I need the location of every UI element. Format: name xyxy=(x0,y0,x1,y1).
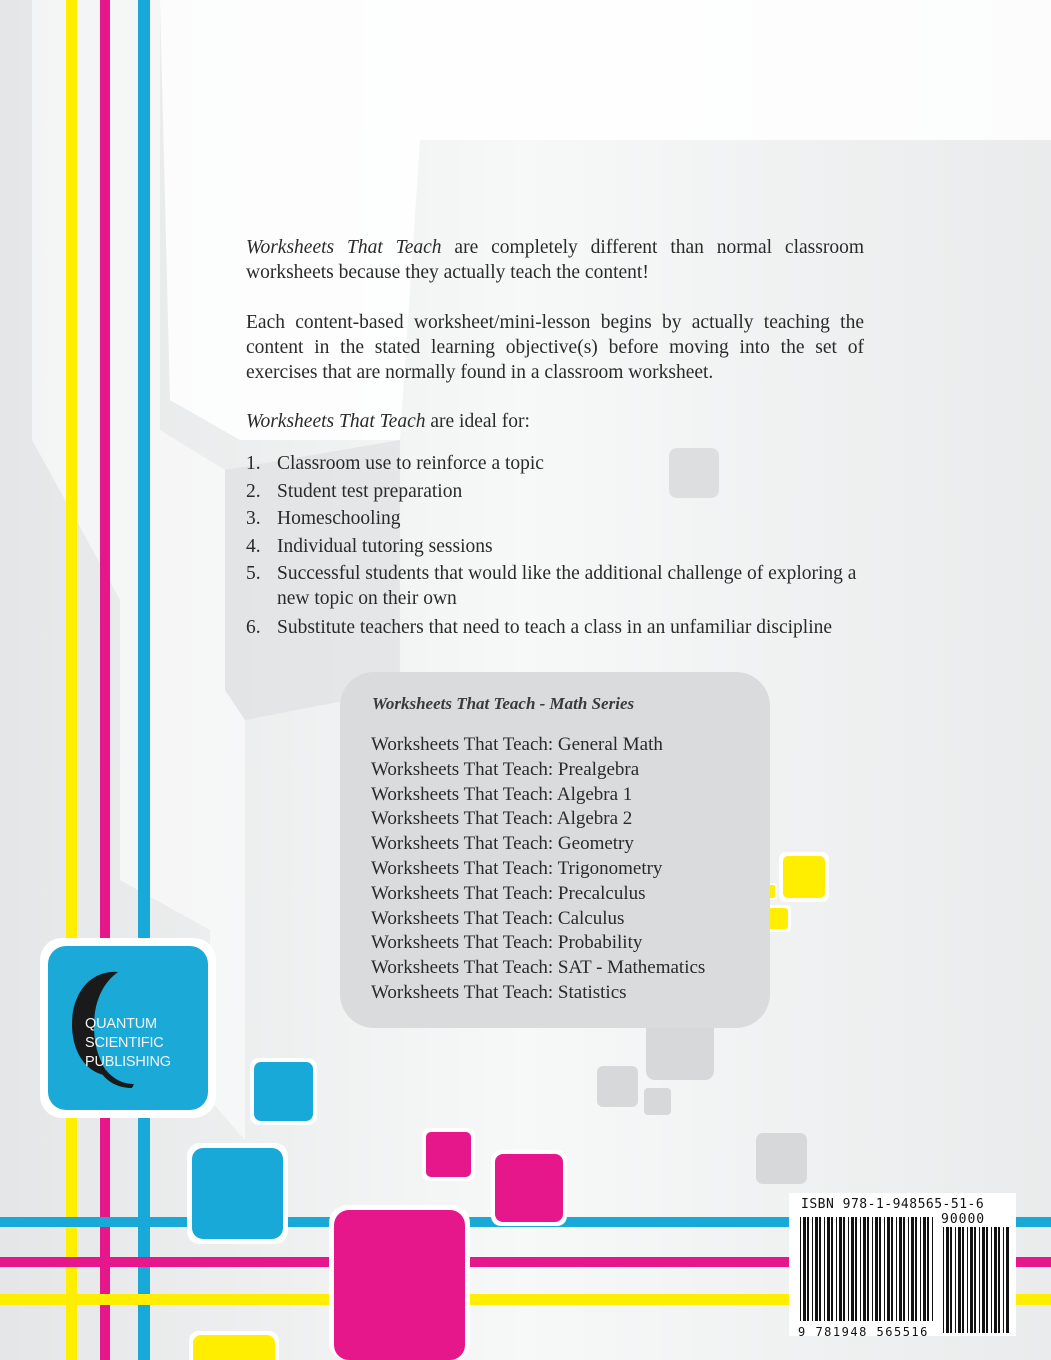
list-item-number: 3. xyxy=(246,508,261,529)
list-item-text: Student test preparation xyxy=(277,480,463,502)
barcode-bar xyxy=(867,1217,869,1321)
barcode-bar xyxy=(1006,1227,1009,1333)
barcode-bar xyxy=(958,1227,961,1333)
barcode-bar xyxy=(962,1227,964,1333)
barcode-bar xyxy=(903,1217,905,1321)
barcode-bar xyxy=(908,1217,909,1321)
barcode-bar xyxy=(974,1227,976,1333)
list-item xyxy=(246,614,886,642)
barcode-bar xyxy=(884,1217,885,1321)
barcode-bar xyxy=(911,1217,914,1321)
barcode-bar xyxy=(839,1217,842,1321)
publisher-name-line: QUANTUM xyxy=(85,1016,157,1032)
barcode-bar xyxy=(807,1217,809,1321)
barcode-bar xyxy=(819,1217,821,1321)
list-item-number: 1. xyxy=(246,453,261,474)
intro-paragraph-3-text: are ideal for: xyxy=(425,411,530,432)
list-item-number: 6. xyxy=(246,617,261,638)
series-item: Worksheets That Teach: Statistics xyxy=(371,981,627,1003)
list-item xyxy=(246,561,864,611)
barcode-bar xyxy=(950,1227,952,1333)
barcode-bar xyxy=(970,1227,973,1333)
barcode-bar xyxy=(863,1217,866,1321)
intro-paragraph-2: Each content-based worksheet/mini-lesson begins by actually teaching the content in the stated learning objective(s) before moving into the set of exercises that are normally found in a classroom worksheet. xyxy=(246,312,864,383)
list-item-number: 2. xyxy=(246,480,261,502)
barcode-bar xyxy=(831,1217,833,1321)
list-item-text: Substitute teachers that need to teach a class in an unfamiliar discipline xyxy=(277,617,833,638)
barcode-bar xyxy=(998,1227,1000,1333)
math-series-title: Worksheets That Teach - Math Series xyxy=(372,694,635,713)
barcode-bar xyxy=(982,1227,985,1333)
series-item: Worksheets That Teach: Algebra 2 xyxy=(371,808,633,830)
publisher-logo-tile xyxy=(48,946,208,1110)
intro-paragraph-1-text: are completely different than normal classroom worksheets because they actually teach the content! xyxy=(246,237,864,283)
barcode-bar xyxy=(927,1217,929,1321)
barcode-bar xyxy=(800,1217,801,1321)
intro-paragraph-1 xyxy=(246,235,864,285)
series-item: Worksheets That Teach: Precalculus xyxy=(371,882,646,904)
list-item xyxy=(246,505,886,533)
barcode-bar xyxy=(812,1217,813,1321)
list-item-text: Successful students that would like the additional challenge of exploring a new topic on their own xyxy=(277,563,857,609)
series-item: Worksheets That Teach: Prealgebra xyxy=(371,758,640,780)
barcode-bar xyxy=(887,1217,890,1321)
barcode-bar xyxy=(891,1217,893,1321)
barcode-bar xyxy=(899,1217,902,1321)
barcode-bar xyxy=(851,1217,854,1321)
barcode-bar xyxy=(920,1217,921,1321)
barcode-bar xyxy=(932,1217,933,1321)
barcode-bar xyxy=(860,1217,861,1321)
publisher-logo xyxy=(40,938,216,1118)
barcode-bar xyxy=(879,1217,881,1321)
brand-name-italic: Worksheets That Teach xyxy=(246,237,442,258)
barcode-bar xyxy=(843,1217,845,1321)
barcode-bar xyxy=(848,1217,849,1321)
series-item: Worksheets That Teach: General Math xyxy=(371,734,663,755)
intro-paragraph-3 xyxy=(246,409,864,434)
barcode-bar xyxy=(836,1217,837,1321)
list-item-text: Classroom use to reinforce a topic xyxy=(277,453,544,474)
barcode-bar xyxy=(967,1227,968,1333)
barcode-bar xyxy=(943,1227,944,1333)
isbn-number: ISBN 978-1-948565-51-6 xyxy=(801,1197,985,1212)
barcode-bar xyxy=(803,1217,806,1321)
list-item xyxy=(246,450,886,478)
barcode-digits: 9 781948 565516 xyxy=(798,1325,929,1339)
uses-list xyxy=(246,450,886,642)
series-item: Worksheets That Teach: Probability xyxy=(371,932,643,954)
series-item: Worksheets That Teach: Calculus xyxy=(371,907,625,929)
barcode-bar xyxy=(1003,1227,1004,1333)
series-item: Worksheets That Teach: SAT - Mathematics xyxy=(371,957,706,979)
series-item: Worksheets That Teach: Geometry xyxy=(371,833,634,855)
barcode-bar xyxy=(991,1227,992,1333)
publisher-name xyxy=(85,1015,171,1072)
barcode-bar xyxy=(986,1227,988,1333)
barcode-bar xyxy=(896,1217,897,1321)
barcode-bar xyxy=(872,1217,873,1321)
barcode-bar xyxy=(815,1217,818,1321)
publisher-name-line: SCIENTIFIC xyxy=(85,1035,164,1051)
isbn-addon: 90000 xyxy=(941,1212,986,1227)
list-item xyxy=(246,533,886,561)
list-item-text: Homeschooling xyxy=(277,508,401,529)
list-item xyxy=(246,478,886,506)
brand-name-italic: Worksheets That Teach xyxy=(246,411,426,432)
barcode-bar xyxy=(979,1227,980,1333)
barcode-bar xyxy=(946,1227,949,1333)
barcode-bar xyxy=(827,1217,830,1321)
barcode-bar xyxy=(923,1217,926,1321)
list-item-number: 5. xyxy=(246,563,261,584)
list-item-number: 4. xyxy=(246,535,261,557)
barcode-bar xyxy=(875,1217,878,1321)
publisher-name-line: PUBLISHING xyxy=(85,1054,171,1070)
barcode-bar xyxy=(824,1217,825,1321)
barcode-bar xyxy=(955,1227,956,1333)
barcode-bar xyxy=(994,1227,997,1333)
series-item: Worksheets That Teach: Algebra 1 xyxy=(371,783,633,805)
barcode-bar xyxy=(855,1217,857,1321)
list-item-text: Individual tutoring sessions xyxy=(277,535,493,557)
series-item: Worksheets That Teach: Trigonometry xyxy=(371,857,663,879)
math-series-list xyxy=(371,733,705,1006)
barcode-bar xyxy=(915,1217,917,1321)
